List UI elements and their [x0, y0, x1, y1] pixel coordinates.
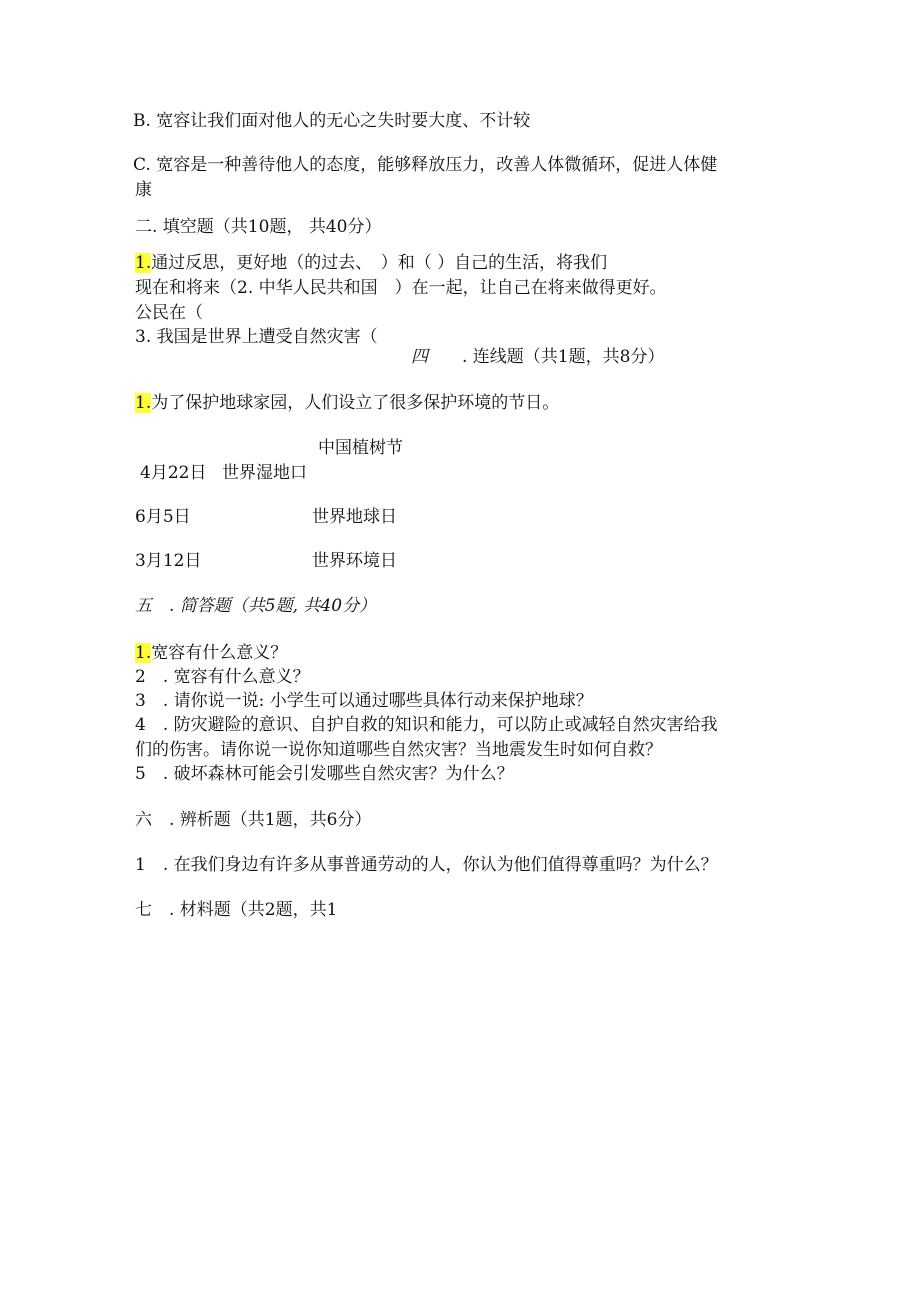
- section2-q3-line: 3. 我国是世界上遭受自然灾害（: [135, 327, 378, 347]
- option-c-line2: 康: [135, 180, 152, 200]
- match-row3-date: 3月12日: [135, 551, 202, 571]
- section5-q1: [135, 641, 287, 665]
- match-row2-name: 世界地球日: [312, 507, 397, 527]
- section5-q5: 5 . 破坏森林可能会引发哪些自然灾害？为什么？: [135, 764, 514, 784]
- section2-q2-line: 公民在（: [135, 303, 203, 323]
- section4-q1-number-highlight: 1.: [135, 393, 152, 413]
- section5-q1-text: 宽容有什么意义？: [151, 643, 288, 663]
- section4-q1: [135, 391, 559, 415]
- section6-q1: 1 . 在我们身边有许多从事普通劳动的人，你认为他们值得尊重吗？为什么？: [135, 855, 718, 875]
- section5-q1-number-highlight: 1.: [135, 643, 152, 663]
- match-row2-date: 6月5日: [135, 507, 191, 527]
- section2-heading: 二. 填空题（共10题， 共40分）: [135, 217, 382, 237]
- section2-q1-line2: 现在和将来（2. 中华人民共和国 ）在一起，让自己在将来做得更好。: [135, 278, 667, 298]
- option-b: B. 宽容让我们面对他人的无心之失时要大度、不计较: [133, 111, 531, 131]
- section5-q2: 2 . 宽容有什么意义？: [135, 667, 310, 687]
- match-row1-name: 世界湿地口: [222, 463, 307, 483]
- section4-heading-prefix: 四: [411, 347, 428, 367]
- section4-heading-rest: . 连线题（共1题，共8分）: [462, 347, 665, 367]
- section7-heading: 七 . 材料题（共2题，共1: [135, 900, 338, 920]
- match-row3-name: 世界环境日: [312, 551, 397, 571]
- section5-heading: 五 . 简答题（共5题, 共40分）: [135, 596, 377, 616]
- section4-heading: [411, 345, 664, 369]
- section5-q4-line2: 们的伤害。请你说一说你知道哪些自然灾害？当地震发生时如何自救？: [135, 740, 662, 760]
- section5-q4-line1: 4 . 防灾避险的意识、自护自救的知识和能力，可以防止或减轻自然灾害给我: [135, 715, 718, 735]
- q1-text: 通过反思，更好地（的过去、 ）和（ ）自己的生活，将我们: [151, 253, 608, 273]
- section5-q3: 3 . 请你说一说: 小学生可以通过哪些具体行动来保护地球？: [135, 691, 593, 711]
- section4-q1-text: 为了保护地球家园，人们设立了很多保护环境的节日。: [151, 393, 560, 413]
- q1-number-highlight: 1.: [135, 253, 152, 273]
- option-c-line1: C. 宽容是一种善待他人的态度，能够释放压力，改善人体微循环，促进人体健: [133, 155, 718, 175]
- match-row1-date: 4月22日: [140, 463, 207, 483]
- section2-q1-line1: [135, 251, 607, 275]
- match-right-top: 中国植树节: [318, 438, 403, 458]
- section6-heading: 六 . 辨析题（共1题，共6分）: [135, 810, 372, 830]
